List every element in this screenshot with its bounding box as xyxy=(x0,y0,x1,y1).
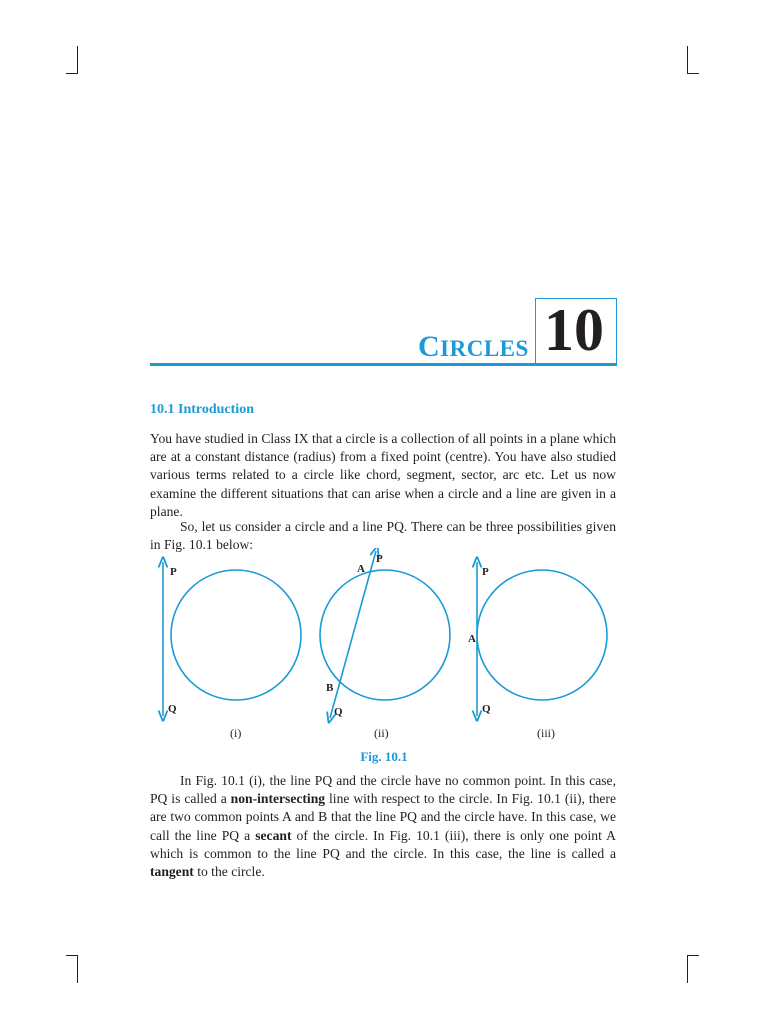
term-secant: secant xyxy=(255,827,292,843)
crop-mark-bottom-right-v xyxy=(687,955,688,983)
sub-caption-ii: (ii) xyxy=(374,726,389,740)
crop-mark-bottom-left-h xyxy=(66,955,78,956)
label-p-ii: P xyxy=(376,553,383,565)
crop-mark-bottom-left-v xyxy=(77,955,78,983)
explain-text-1: In Fig. 10.1 (i), the line PQ and the circle have no common point. In this case, PQ is called a xyxy=(150,773,616,807)
label-a-iii: A xyxy=(468,633,476,645)
term-non-intersecting: non-intersecting xyxy=(230,791,326,807)
crop-mark-top-left-h xyxy=(66,73,78,74)
explain-text-3: of the circle. In Fig. 10.1 (iii), there is only one point A which is common to the line PQ and the circle. In this case, the line is called a xyxy=(150,827,616,861)
consider-paragraph: So, let us consider a circle and a line PQ. There can be three possibilities given in Fig. 10.1 below: xyxy=(150,519,616,553)
figure-part-ii xyxy=(320,551,450,718)
label-a-ii: A xyxy=(357,563,365,575)
section-heading: 10.1 Introduction xyxy=(150,402,254,417)
circle-iii xyxy=(477,570,607,700)
explain-text-2: line with respect to the circle. In Fig. 10.1 (ii), there are two common points A and B that the line PQ and the circle have. In this case, we call the line PQ a xyxy=(150,791,616,843)
intro-paragraph: You have studied in Class IX that a circle is a collection of all points in a plane which are at a constant distance (radius) from a fixed point (centre). You have also studied various terms related to a circle like chord, segment, sector, arc etc. Let us now examine the different situations that can arise when a circle and a line are given in a plane. xyxy=(150,431,616,519)
chapter-title xyxy=(418,330,530,366)
sub-caption-iii: (iii) xyxy=(537,726,555,740)
circle-i xyxy=(171,570,301,700)
chapter-title-initial: C xyxy=(418,330,441,363)
chapter-rule xyxy=(150,363,616,366)
crop-mark-top-left-v xyxy=(77,46,78,74)
label-q-i: Q xyxy=(168,703,177,715)
sub-caption-i: (i) xyxy=(230,726,242,740)
label-q-iii: Q xyxy=(482,703,491,715)
figure-caption: Fig. 10.1 xyxy=(360,749,408,764)
chapter-number: 10 xyxy=(544,297,604,363)
chapter-title-rest: IRCLES xyxy=(440,336,529,361)
label-p-iii: P xyxy=(482,566,489,578)
term-tangent: tangent xyxy=(150,864,194,880)
label-p-i: P xyxy=(170,566,177,578)
label-b-ii: B xyxy=(326,682,334,694)
explain-text-4: to the circle. xyxy=(193,864,265,880)
crop-mark-top-right-v xyxy=(687,46,688,74)
figure-part-i xyxy=(163,562,301,716)
crop-mark-bottom-right-h xyxy=(687,955,699,956)
explain-paragraph xyxy=(150,772,616,881)
crop-mark-top-right-h xyxy=(687,73,699,74)
figure-part-iii xyxy=(468,562,607,716)
line-pq-ii xyxy=(330,551,376,718)
label-q-ii: Q xyxy=(334,706,343,718)
figure-10-1 xyxy=(150,548,616,728)
